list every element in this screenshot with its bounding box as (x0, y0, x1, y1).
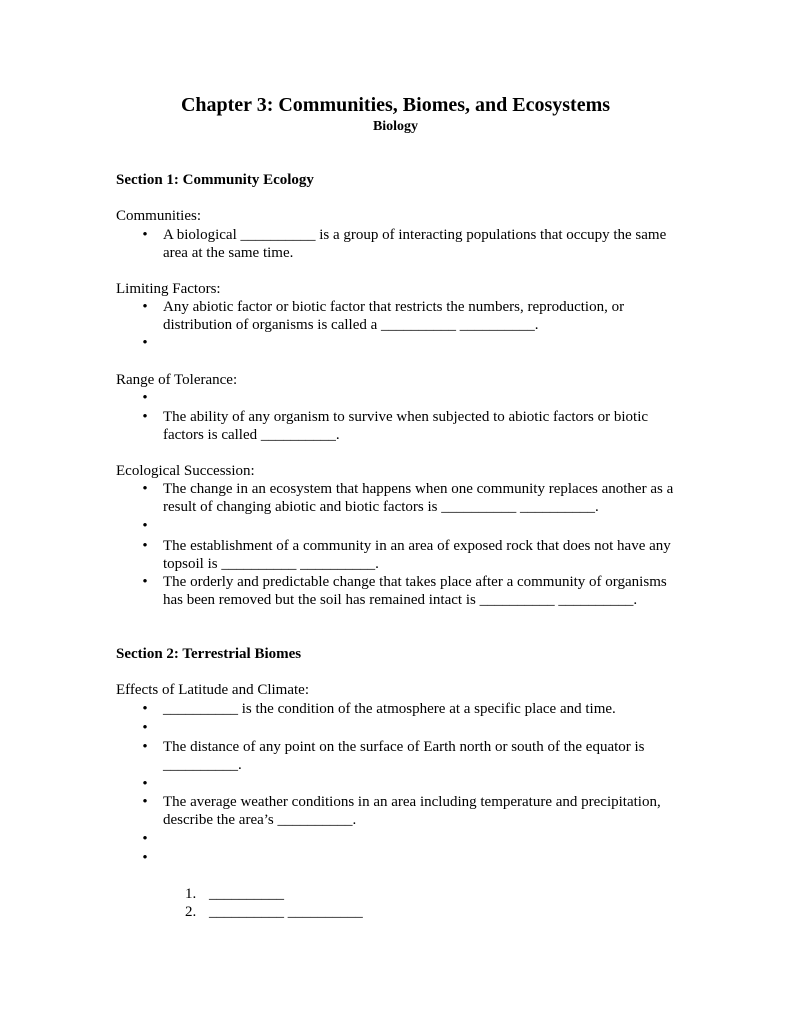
section-2-heading: Section 2: Terrestrial Biomes (116, 646, 302, 662)
bullet-icon: • (142, 850, 148, 866)
numbered-item: 1. __________ (185, 886, 284, 902)
bullet-icon: • (142, 538, 148, 554)
topic-limiting-factors: Limiting Factors: (116, 281, 221, 297)
bullet-icon: • (142, 335, 148, 351)
bullet-icon: • (142, 227, 148, 243)
list-item: • The establishment of a community in an area of exposed rock that does not have any topsoil is __________ __________. (140, 537, 680, 573)
list-item: • __________ is the condition of the atmosphere at a specific place and time. (140, 700, 680, 718)
bullet-icon: • (142, 390, 148, 406)
bullet-icon: • (142, 794, 148, 810)
bullet-icon: • (142, 409, 148, 425)
bullet-icon: • (142, 739, 148, 755)
list-item: • Any abiotic factor or biotic factor that restricts the numbers, reproduction, or distribution of organisms is called a __________ __________. (140, 298, 680, 334)
topic-communities: Communities: (116, 208, 202, 224)
bullet-icon: • (142, 518, 148, 534)
bullet-icon: • (142, 574, 148, 590)
list-item: • The distance of any point on the surface of Earth north or south of the equator is __________. (140, 738, 680, 774)
section-1-heading: Section 1: Community Ecology (116, 172, 314, 188)
bullet-icon: • (142, 481, 148, 497)
list-item: • The average weather conditions in an area including temperature and precipitation, describe the area’s __________. (140, 793, 680, 829)
list-item: • A biological __________ is a group of interacting populations that occupy the same area at the same time. (140, 226, 680, 262)
bullet-icon: • (142, 701, 148, 717)
bullet-icon: • (142, 299, 148, 315)
page-subtitle: Biology (372, 119, 419, 134)
numbered-item: 2. __________ __________ (185, 904, 363, 920)
topic-range-of-tolerance: Range of Tolerance: (116, 372, 238, 388)
bullet-icon: • (142, 720, 148, 736)
list-item: • The orderly and predictable change that takes place after a community of organisms has been removed but the soil has remained intact is __________ __________. (140, 573, 680, 609)
bullet-icon: • (142, 831, 148, 847)
topic-effects-of-latitude: Effects of Latitude and Climate: (116, 682, 309, 698)
topic-ecological-succession: Ecological Succession: (116, 463, 255, 479)
page-title: Chapter 3: Communities, Biomes, and Ecosystems (180, 94, 611, 116)
bullet-icon: • (142, 776, 148, 792)
list-item: • The change in an ecosystem that happens when one community replaces another as a result of changing abiotic and biotic factors is __________ __________. (140, 480, 680, 516)
list-item: • The ability of any organism to survive when subjected to abiotic factors or biotic factors is called __________. (140, 408, 680, 444)
